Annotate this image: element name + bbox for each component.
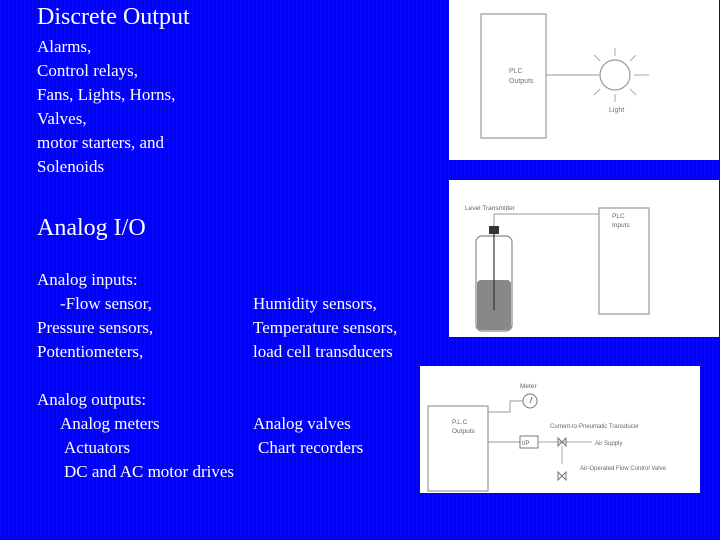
plc-label-2: Inputs: [612, 222, 630, 229]
light-rays-icon: [594, 48, 649, 102]
plc-label-2: Outputs: [452, 428, 475, 435]
ip-label: I/P: [522, 441, 530, 447]
signal-wire: [494, 214, 599, 226]
light-bulb-icon: [600, 60, 630, 90]
discrete-item: Alarms,: [37, 37, 92, 56]
analog-output-item: Chart recorders: [258, 438, 364, 457]
analog-output-item: Analog meters: [60, 414, 160, 433]
meter-label: Meter: [520, 383, 537, 390]
level-diagram: [449, 180, 719, 337]
meter-icon: [523, 394, 537, 408]
plc-label-2: Outputs: [509, 78, 534, 85]
light-diagram-svg: [449, 0, 719, 160]
meter-wire: [488, 401, 523, 412]
discrete-item: Solenoids: [37, 157, 105, 176]
analog-input-item: -Flow sensor,: [60, 294, 152, 313]
plc-label: PLC: [509, 68, 523, 75]
flow-valve-label: Air-Operated Flow Control Valve: [580, 466, 666, 472]
valve-diagram: [420, 366, 700, 493]
analog-output-item: Actuators: [64, 438, 131, 457]
analog-inputs-label: Analog inputs:: [37, 270, 138, 289]
discrete-heading: Discrete Output: [37, 4, 190, 30]
discrete-item: Valves,: [37, 109, 87, 128]
analog-input-item: load cell transducers: [253, 342, 393, 361]
flow-valve-icon: [558, 472, 566, 480]
valve-diagram-svg: [420, 366, 700, 493]
air-supply-label: Air Supply: [595, 441, 623, 447]
analog-input-item: Potentiometers,: [37, 342, 144, 361]
discrete-item: Control relays,: [37, 61, 139, 80]
analog-output-item: DC and AC motor drives: [64, 462, 234, 481]
light-diagram: [449, 0, 719, 160]
level-diagram-svg: [449, 180, 719, 337]
discrete-item: Fans, Lights, Horns,: [37, 85, 176, 104]
plc-box: [481, 14, 546, 138]
analog-input-item: Temperature sensors,: [253, 318, 398, 337]
transducer-label: Current-to-Pneumatic Transducer: [550, 424, 640, 430]
analog-heading: Analog I/O: [37, 215, 146, 241]
discrete-item: motor starters, and: [37, 133, 164, 152]
analog-input-item: Humidity sensors,: [253, 294, 377, 313]
transmitter-head-icon: [489, 226, 499, 234]
light-label: Light: [609, 107, 625, 114]
analog-input-item: Pressure sensors,: [37, 318, 154, 337]
plc-label: PLC: [612, 213, 625, 220]
analog-outputs-label: Analog outputs:: [37, 390, 147, 409]
plc-label: P.L.C: [452, 419, 468, 426]
level-transmitter-label: Level Transmitter: [465, 205, 515, 212]
analog-output-item: Analog valves: [253, 414, 351, 433]
